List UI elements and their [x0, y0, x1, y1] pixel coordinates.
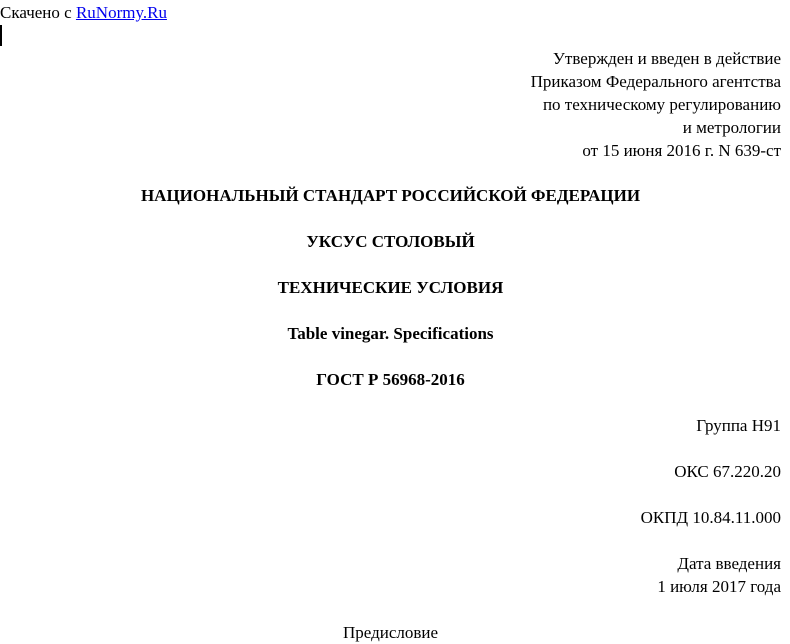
download-source-line	[0, 1, 167, 24]
group-code: Группа Н91	[696, 416, 781, 435]
approval-line: от 15 июня 2016 г. N 639-ст	[582, 141, 781, 160]
standard-type-heading: НАЦИОНАЛЬНЫЙ СТАНДАРТ РОССИЙСКОЙ ФЕДЕРАЦИИ	[140, 186, 641, 205]
approval-line: по техническому регулированию	[542, 95, 781, 114]
approval-line: Утвержден и введен в действие	[552, 49, 781, 68]
approval-block	[531, 47, 781, 162]
document-title: УКСУС СТОЛОВЫЙ	[306, 232, 475, 251]
oks-code: ОКС 67.220.20	[674, 462, 781, 481]
downloaded-from-label: Скачено с	[0, 3, 76, 22]
okpd-code: ОКПД 10.84.11.000	[640, 508, 781, 527]
approval-line: Приказом Федерального агентства	[530, 72, 781, 91]
standard-code: ГОСТ Р 56968-2016	[316, 370, 465, 389]
approval-line: и метрологии	[682, 118, 781, 137]
english-title: Table vinegar. Specifications	[287, 324, 494, 343]
intro-date-value: 1 июля 2017 года	[657, 577, 781, 596]
document-subtitle: ТЕХНИЧЕСКИЕ УСЛОВИЯ	[277, 278, 504, 297]
runormy-link[interactable]: RuNormy.Ru	[75, 3, 167, 22]
text-cursor	[0, 25, 2, 46]
preface-heading: Предисловие	[342, 623, 439, 642]
intro-date-label: Дата введения	[677, 554, 781, 573]
